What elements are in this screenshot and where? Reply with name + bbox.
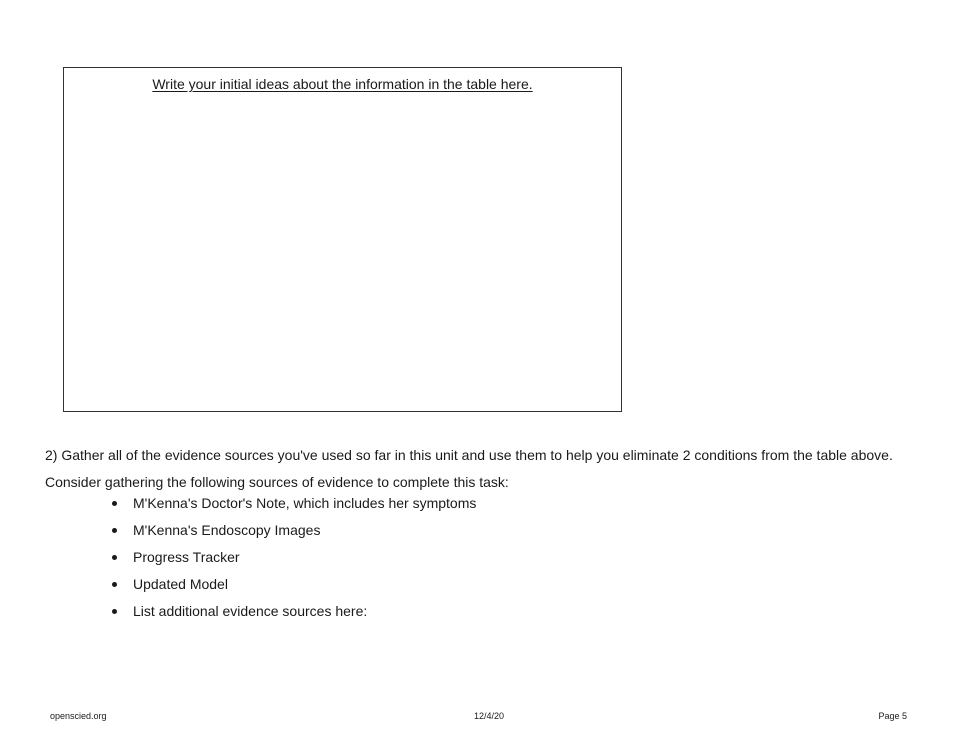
footer-site: openscied.org [50, 711, 107, 721]
list-item [112, 598, 476, 625]
initial-ideas-box[interactable] [63, 67, 622, 412]
list-item [112, 571, 476, 598]
list-item [112, 544, 476, 571]
bullet-icon [112, 528, 117, 533]
instruction-step-2: 2) Gather all of the evidence sources you've used so far in this unit and use them to help you eliminate 2 conditions from the table above. [45, 447, 893, 463]
footer-page-number: Page 5 [878, 711, 907, 721]
evidence-source-label: Updated Model [133, 576, 228, 592]
evidence-source-label: List additional evidence sources here: [133, 603, 368, 619]
list-item [112, 490, 476, 517]
bullet-icon [112, 555, 117, 560]
evidence-source-label: Progress Tracker [133, 549, 240, 565]
list-item [112, 517, 476, 544]
footer-date: 12/4/20 [473, 711, 505, 721]
task-instructions [45, 442, 945, 496]
initial-ideas-prompt: Write your initial ideas about the information in the table here. [152, 76, 533, 92]
bullet-icon [112, 501, 117, 506]
evidence-sources-list [112, 490, 476, 625]
instruction-consider: Consider gathering the following sources of evidence to complete this task: [45, 474, 509, 490]
bullet-icon [112, 609, 117, 614]
bullet-icon [112, 582, 117, 587]
evidence-source-label: M'Kenna's Doctor's Note, which includes her symptoms [133, 495, 477, 511]
page-footer [50, 711, 928, 725]
evidence-source-label: M'Kenna's Endoscopy Images [133, 522, 321, 538]
